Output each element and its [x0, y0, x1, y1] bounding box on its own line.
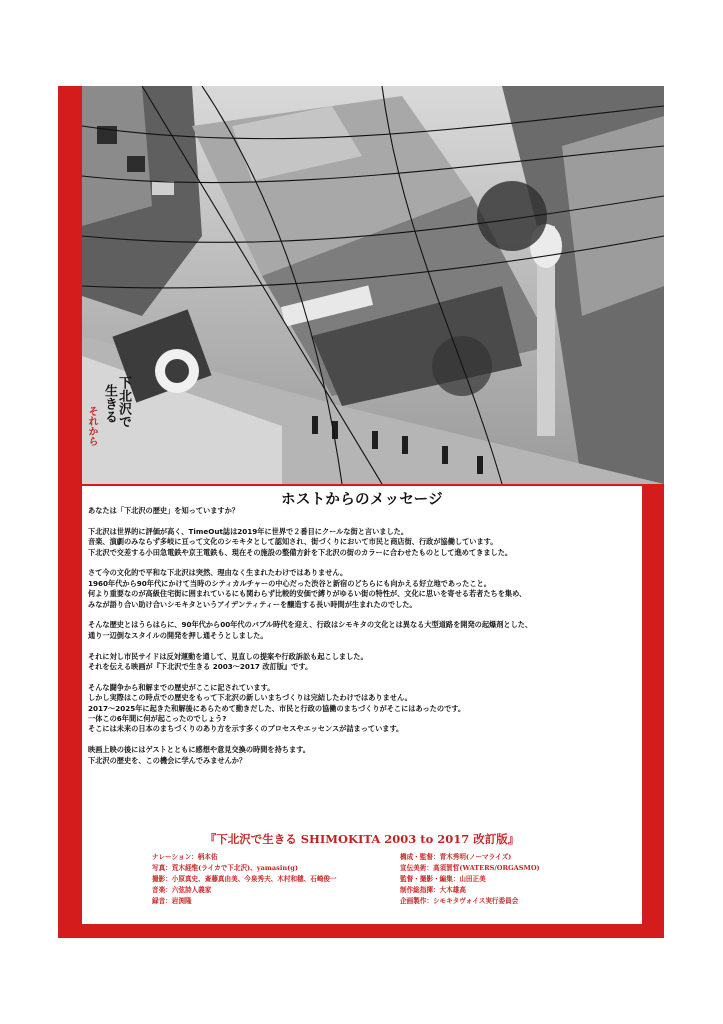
credit-line: 撮影：小原真史、斎藤真由美、今泉秀夫、木村和穂、石崎俊一: [152, 875, 337, 883]
paragraph: [88, 620, 638, 641]
message-panel: [82, 486, 642, 924]
credit-line: 写真：荒木経惟(ライカで下北沢)、yamasin(g): [152, 864, 298, 872]
text-line: さて今の文化的で平和な下北沢は突然、理由なく生まれたわけではありません。: [88, 568, 348, 578]
film-title: 『下北沢で生きる SHIMOKITA 2003 to 2017 改訂版』: [204, 832, 520, 846]
caption-line-1: 下北沢で: [116, 376, 131, 428]
paragraph: [88, 527, 638, 558]
credit-line: 音楽：六弦詩人義家: [152, 886, 212, 894]
red-frame-right: [642, 484, 664, 938]
paragraph: [88, 683, 638, 735]
red-frame-top: [58, 86, 82, 938]
credit-line: 企画製作：シモキタヴォイス実行委員会: [400, 897, 519, 905]
message-body: [88, 506, 638, 776]
text-line: 音楽、演劇のみならず多岐に亘って文化のシモキタとして認知され、街づくりにおいて市民と商店街、行政が協働しています。: [88, 537, 498, 547]
text-line: 何より重要なのが高級住宅街に囲まれているにも関わらず比較的安価で縛りがゆるい街の特性が、文化に思いを寄せる若者たちを集め、: [88, 589, 527, 599]
caption-line-2: 生きる: [102, 384, 117, 423]
credits-right: [400, 852, 540, 907]
paragraph: [88, 568, 638, 610]
credit-line: ナレーション：柄本佑: [152, 853, 218, 861]
text-line: 通り一辺倒なスタイルの開発を押し通そうとしました。: [88, 630, 268, 640]
credit-line: 監督・撮影・編集：山田正美: [400, 875, 486, 883]
text-line: しかし実際はこの時点での歴史をもって下北沢の新しいまちづくりは完結したわけではありません。: [88, 693, 412, 703]
text-line: それに対し市民サイドは反対運動を通して、見直しの提案や行政訴訟も起こしました。: [88, 651, 368, 661]
credit-line: 録音：岩渕隆: [152, 897, 192, 905]
text-line: そんな歴史とはうらはらに、90年代から00年代のバブル時代を迎え、行政はシモキタの文化とは異なる大型道路を開発の起爆剤とした、: [88, 620, 533, 630]
credit-line: 構成・監督：青木秀明(ノーマライズ): [400, 853, 512, 861]
text-line: みなが語り合い助け合いシモキタというアイデンティティーを醸造する長い時間が生まれたのでした。: [88, 599, 417, 609]
paragraph: [88, 745, 638, 766]
text-line: 下北沢は世界的に評価が高く、TimeOut誌は2019年に世界で２番目にクールな街と言いました。: [88, 526, 409, 536]
page-title: ホストからのメッセージ: [281, 492, 443, 508]
text-line: それを伝える映画が『下北沢で生きる 2003〜2017 改訂版』です。: [88, 662, 313, 672]
paragraph: [88, 506, 638, 516]
text-line: 下北沢の歴史を、この機会に学んでみませんか？: [88, 755, 247, 765]
red-frame-bottom: [58, 924, 664, 938]
text-line: 下北沢で交差する小田急電鉄や京王電鉄も、現在その施設の整備方針を下北沢の街のカラーに合わせたものとして進めてきました。: [88, 547, 513, 557]
credit-line: 宣伝美術：高須賀哲(WATERS/ORGASMO): [400, 864, 540, 872]
text-line: あなたは「下北沢の歴史」を知っていますか？: [88, 506, 239, 515]
paragraph: [88, 652, 638, 673]
text-line: 映画上映の後にはゲストとともに感想や意見交換の時間を持ちます。: [88, 745, 310, 755]
shimokitazawa-photo: [82, 86, 664, 484]
credit-line: 制作総指揮：大木雄高: [400, 886, 466, 894]
text-line: 1960年代から90年代にかけて当時のシティカルチャーの中心だった渋谷と新宿のどちらにも向かえる好立地であったこと。: [88, 578, 491, 588]
text-line: そんな闘争から和解までの歴史がここに記されています。: [88, 682, 275, 692]
text-line: そこには未来の日本のまちづくりのあり方を示す多くのプロセスやエッセンスが詰まっています。: [88, 724, 404, 734]
text-line: 2017～2025年に起きた和解後にあらためて動きだした、市民と行政の協働のまちづくりがそこにはあったのです。: [88, 703, 466, 713]
credits-left: [152, 852, 337, 907]
text-line: 一体この6年間に何が起こったのでしょう?: [88, 714, 227, 724]
caption-line-3: それから: [86, 406, 97, 446]
